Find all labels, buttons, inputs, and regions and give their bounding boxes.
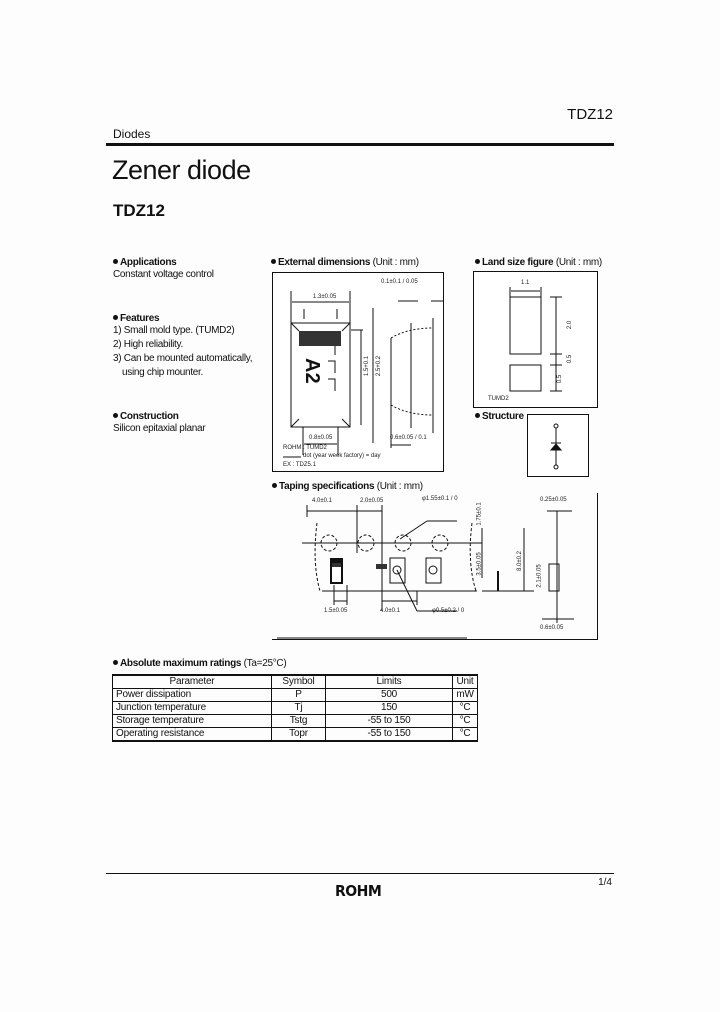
diode-symbol-icon [528,415,588,476]
package-name: ROHM : TUMD2 [283,445,327,451]
cell: °C [453,728,478,742]
features-section [113,313,252,380]
dim-thickness: 0.1±0.1 / 0.05 [381,279,418,285]
applications-heading: Applications [113,257,214,268]
cell: P [272,689,326,702]
cell: Tj [272,702,326,715]
bullet-icon [113,259,118,264]
land-package: TUMD2 [488,396,509,402]
tape-dim-pocket-w: 1.5±0.05 [324,608,348,614]
construction-line: Silicon epitaxial planar [113,423,206,434]
cell: Tstg [272,715,326,728]
cell: Operating resistance [113,728,272,742]
tape-dim-edge: 1.75±0.1 [476,502,483,526]
feature-item: 2) High reliability. [113,339,183,350]
land-pattern-icon [474,272,597,407]
dot-note: dot (year week factory) = day [303,453,381,459]
structure-diagram [527,414,589,477]
construction-section [113,411,205,436]
table-row [113,702,478,715]
tape-dim-thickness: 0.25±0.05 [540,497,567,503]
external-dimensions-drawing [272,272,444,472]
rohm-logo: ROHM [335,883,382,901]
bullet-icon [113,660,118,665]
feature-item: 3) Can be mounted automatically, [113,353,253,364]
dim-body-height: 1.5+0.1 [364,355,371,377]
col-header: Symbol [272,675,326,689]
bullet-icon [475,413,480,418]
table-row [113,728,478,742]
dim-lead: 0.8±0.05 [309,435,333,441]
cell: mW [453,689,478,702]
cell: Topr [272,728,326,742]
header-part-number: TDZ12 [567,106,613,123]
bullet-icon [271,259,276,264]
tape-dim-depth: 0.6±0.05 [540,625,564,631]
table-header-row [113,675,478,689]
land-dim-c: 0.5 [557,374,564,384]
construction-heading: Construction [113,411,205,422]
table-row [113,689,478,702]
ratings-table [112,674,478,742]
tape-dim-hole: φ1.55±0.1 / 0 [422,496,458,502]
tape-dim-pocket-pitch: 4.0±0.1 [380,608,400,614]
bullet-icon [113,315,118,320]
cell: 150 [326,702,453,715]
ratings-heading: Absolute maximum ratings (Ta=25°C) [113,658,286,669]
dim-width: 1.3±0.05 [313,294,337,300]
cell: Power dissipation [113,689,272,702]
tape-reel-icon [272,493,597,639]
land-size-drawing [473,271,598,408]
taping-heading: Taping specifications (Unit : mm) [272,481,423,492]
footer-divider [106,873,614,874]
cell: °C [453,702,478,715]
cell: -55 to 150 [326,728,453,742]
col-header: Unit [453,675,478,689]
external-dimensions-heading: External dimensions (Unit : mm) [271,257,419,268]
land-size-heading: Land size figure (Unit : mm) [475,257,602,268]
land-dim-a: 2.0 [567,320,574,330]
applications-section [113,257,214,282]
tape-dim-pocket-hole: φ0.5±0.2 / 0 [432,608,465,614]
features-heading: Features [113,313,252,324]
category-label: Diodes [113,127,151,141]
example-note: EX : TDZ5.1 [283,462,316,468]
land-dim-width: 1.1 [521,280,530,286]
feature-item: using chip mounter. [122,367,204,378]
header-divider [106,143,614,146]
bullet-icon [113,413,118,418]
applications-line: Constant voltage control [113,269,214,280]
tape-dim-pitch2: 2.0±0.05 [360,498,384,504]
bullet-icon [475,259,480,264]
table-row [113,715,478,728]
tape-dim-side: 2.1±0.05 [536,564,543,588]
package-outline-icon [273,273,443,471]
dim-total-height: 2.5+0.2 [376,355,383,377]
page-title: Zener diode [112,155,251,185]
col-header: Parameter [113,675,272,689]
col-header: Limits [326,675,453,689]
part-number-heading: TDZ12 [113,201,165,220]
cell: 500 [326,689,453,702]
page-number: 1/4 [598,877,612,888]
tape-dim-pitch4: 4.0±0.1 [312,498,332,504]
cell: Junction temperature [113,702,272,715]
tape-dim-width: 8.0±0.2 [516,551,523,571]
taping-drawing [272,493,598,640]
tape-dim-center: 3.5±0.05 [476,552,483,576]
structure-heading: Structure [475,411,524,422]
svg-text:A2: A2 [301,358,323,384]
cell: Storage temperature [113,715,272,728]
cell: °C [453,715,478,728]
land-dim-b: 0.5 [567,354,574,364]
cell: -55 to 150 [326,715,453,728]
bullet-icon [272,483,277,488]
dim-side: 0.6±0.05 / 0.1 [390,435,427,441]
feature-item: 1) Small mold type. (TUMD2) [113,325,235,336]
